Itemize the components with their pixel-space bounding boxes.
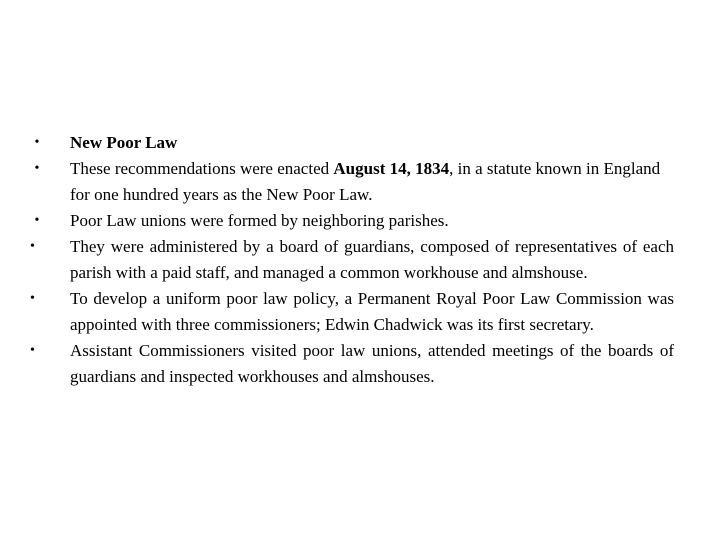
bullet-dot-icon: • (30, 343, 35, 358)
bullet-text: Assistant Commissioners visited poor law unions, attended meetings of the boards of guardians and inspected workhouses and almshouses. (70, 341, 674, 386)
bullet-text: They were administered by a board of guardians, composed of representatives of each parish with a paid staff, and managed a common workhouse and almshouse. (70, 237, 674, 282)
bullet-text: Poor Law unions were formed by neighboring parishes. (70, 211, 449, 230)
bullet-text: , in a statute known in England for one hundred years as the New Poor Law. (70, 159, 661, 204)
bullet-item-unions (30, 208, 674, 234)
bullet-item-assistant-commissioners (30, 338, 674, 390)
bullet-dot-icon: • (30, 239, 35, 254)
bullet-text: These recommendations were enacted (70, 159, 334, 178)
bullet-dot-icon: • (30, 291, 35, 306)
bullet-dot-icon: • (34, 161, 40, 176)
bullet-text: To develop a uniform poor law policy, a Permanent Royal Poor Law Commission was appointed with three commissioners; Edwin Chadwick was its first secretary. (70, 289, 674, 334)
enactment-date: August 14, 1834 (333, 159, 450, 178)
bullet-heading: New Poor Law (70, 133, 178, 152)
bullet-item-new-poor-law (30, 130, 674, 156)
bullet-item-enactment (30, 156, 674, 208)
bullet-list (30, 130, 674, 390)
bullet-item-administration (30, 234, 674, 286)
bullet-dot-icon: • (34, 213, 40, 228)
bullet-item-commission (30, 286, 674, 338)
bullet-dot-icon: • (34, 135, 40, 150)
